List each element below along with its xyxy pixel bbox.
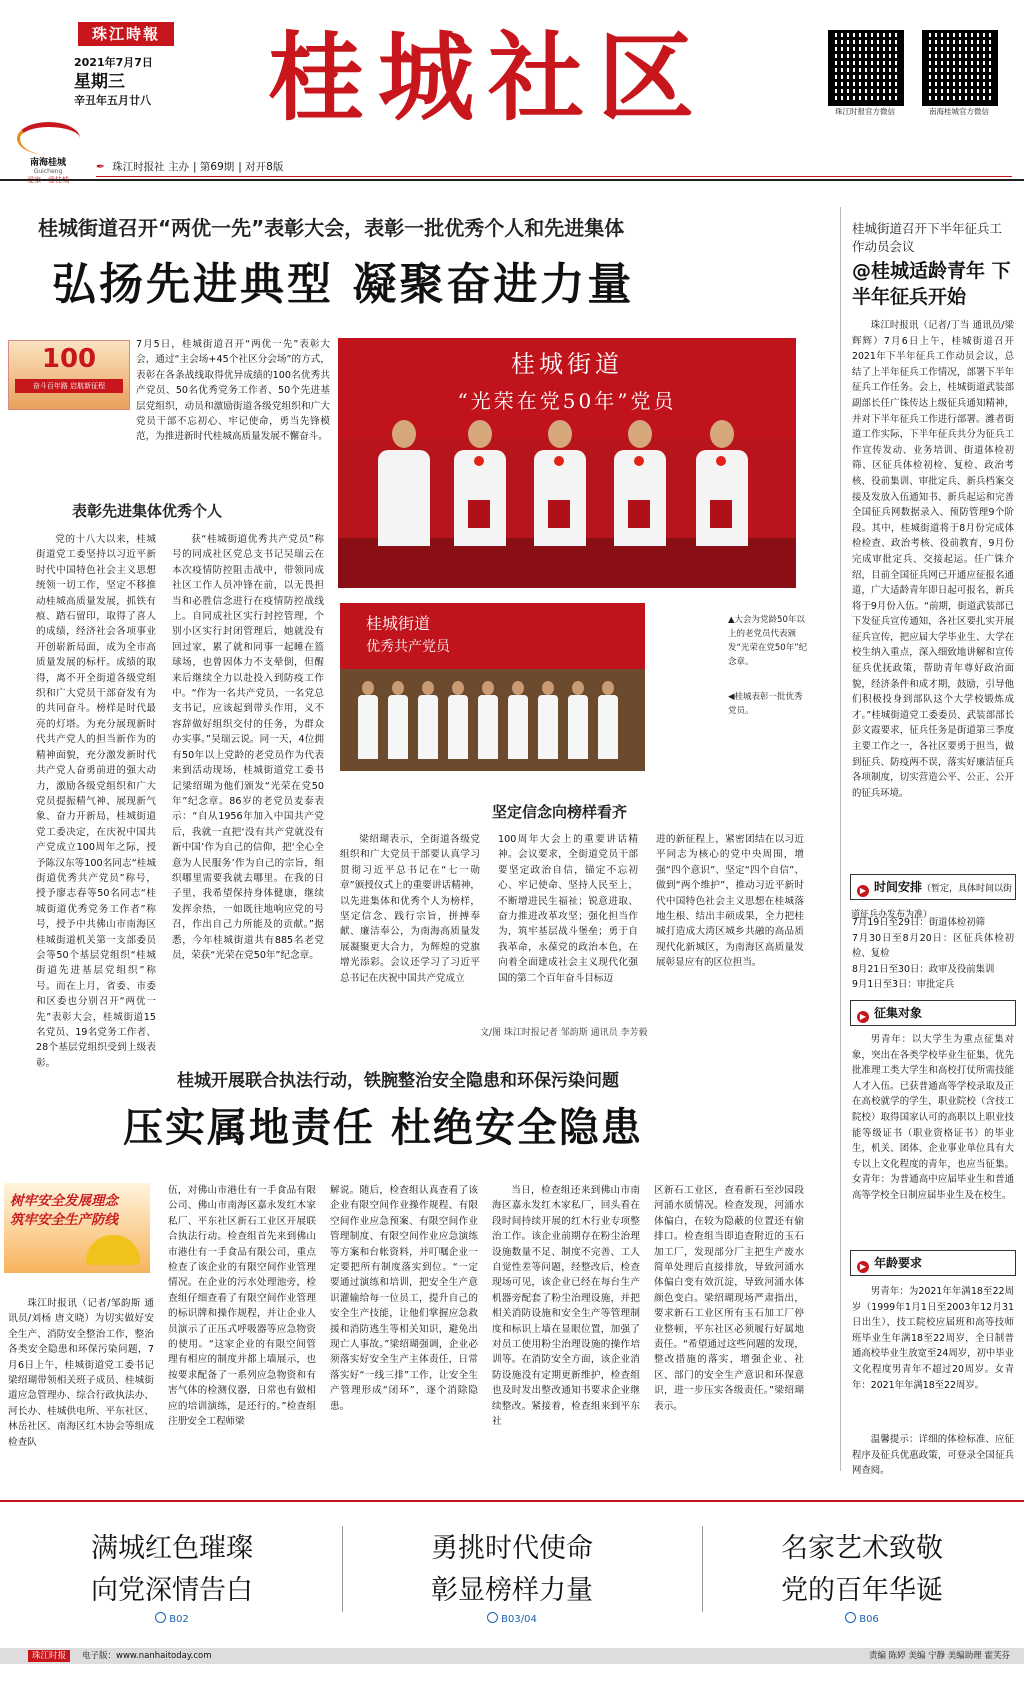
safety-slogan-image (4, 1183, 150, 1273)
paragraph: 男青年：为2021年年满18至22周岁（1999年1月1日至2003年12月31日出生），技工院校应届班和高等技师班毕业生年满18至22周岁，全日制普通高校毕业生放宽至24周岁，初中毕业文化程度男青年不超过20周岁。女青年：2021年年满18至22周岁。 (852, 1286, 1014, 1391)
hard-hat-icon (86, 1235, 140, 1265)
paragraph: 当日，检查组还来到佛山市南海区嘉永发红木家私厂，回头看在段时间持续开展的红木行业专项整治工作。该企业前期存在粉尘治理设施数量不足、制度不完善、工人自觉性差等问题，经整改后，检查现场可见，该企业已经在每台生产机器旁配套了粉尘治理设施，并把相关消防设施和安全生产等管理制度和标识上墙在显眼位置，加强了对员工使用粉尘治理设施的操作培训等。在消防安全方面，该企业消防设施没有定期更新维护，检查组也及时发出整改通知书要求企业继续整改。紧接着，检查组来到平东社 (492, 1185, 640, 1428)
divider (0, 179, 1024, 181)
qr-caption: 南海桂城官方微信 (929, 107, 989, 116)
schedule-item: 8月21日至30日：政审及役前集训 (852, 963, 995, 975)
story1-kicker: 桂城街道召开“两优一先”表彰大会，表彰一批优秀个人和先进集体 (38, 216, 625, 240)
story1-column-1 (36, 532, 156, 1069)
page-link-b06[interactable] (712, 1612, 1012, 1625)
story1-subhead-1: 表彰先进集体优秀个人 (72, 502, 223, 520)
targets-label (850, 1000, 1016, 1026)
footer-bar (0, 1648, 1024, 1664)
promo-line1: 勇挑时代使命 (431, 1533, 593, 1564)
badge-slogan: 奋斗百年路 启航新征程 (15, 379, 123, 393)
paragraph: 进的新征程上，紧密团结在以习近平同志为核心的党中央周围，增强“四个意识”、坚定“四个自信”、做到“两个维护”，推动习近平新时代中国特色社会主义思想在桂城落地生根、结出丰硕成果，全力把桂城打造成大湾区城乡共融的高品质现代化新城区，为南海区高质量发展彰显应有的区位担当。 (656, 834, 804, 969)
page-link-b03[interactable] (362, 1612, 662, 1625)
banner-line2: 优秀共产党员 (366, 639, 450, 655)
paragraph: 珠江时报讯（记者/丁当 通讯员/梁辉辉）7月6日上午，桂城街道召开2021年下半年征兵工作动员会议，总结了上半年征兵工作情况，部署下半年征兵工作任务。会上，桂城街道武装部副部长任广铢传达上级征兵通知精神，并对下半年征兵工作进行部署。潍者街道工作实际，下半年征兵共分为征兵工作宣传发动、业务培训、街道体检初筛、区征兵体检初检、复检、政治考核、役前集训、审批定兵、新兵档案交接及发放入伍通知书、新兵起运和完善全国征兵网数据录入、预防管理9个阶段。其中，桂城街道将于8月份完成体检检查、政治考核、役前教育，9月份完成审批定兵、交接起运。任广铢介绍，目前全国征兵网已开通应征报名通道，广大适龄青年即日起可报名，新兵将于9月份入伍。“前期，街道武装部已下发征兵宣传通知，各社区要扎实开展征兵宣传，把应届大学毕业生、大学在校生纳入重点，深入细致地讲解和宣传征兵优抚政策，帮助青年尊好政治面貌，经济条件和成才期，鼓励，引导他们积极投身到部队这个大学校锻炼成才。”桂城街道党工委委员、武装部部长彭文霞要求，征兵任务是街道第三季度主要工作之一，各社区要勇于担当，做到征兵、防疫两不误，落实好廉洁征兵各项制度，切实营造公平、公正、公开的征兵环境。 (852, 320, 1014, 799)
divider (0, 1500, 1024, 1502)
paragraph: 区新石工业区，查看新石至沙园段河涌水质情况。检查发现，河涌水体偏白，在较为隐蔽的位置还有偷排口。检查组当即追查附近的玉石加工厂，发现部分厂主把生产废水简单处理后直接排放，导致河涌水体偏白变有效沉淀，导致河涌水体颜色变白。梁绍瑚现场严肃指出，要求新石工业区所有玉石加工厂停业整顿，平东社区必须履行好属地责任。“希望通过这些问题的发现，整改措施的落实，增强企业、社区、部门的安全生产意识和环保意识，进一步压实各级责任。”梁绍瑚表示。 (654, 1185, 804, 1412)
paper-name-badge: 珠江時報 (78, 22, 174, 46)
weekday: 星期三 (74, 72, 125, 92)
person-figure (614, 420, 666, 570)
paragraph: 男青年：以大学生为重点征集对象，突出在各类学校毕业生征集，优先批准理工类大学生和高校打仗所需技能人才入伍。已获普通高等学校录取及正在高校就学的学生，职业院校（含技工院校）取得国家认可的高职以上职业技能等级证书（职业资格证书）的毕业生，机关、团体、企业事业单位具有大专以上文化程度的青年，也应当征集。女青年：为普通高中应届毕业生和普通高等学校全日制应届毕业生及在校生。 (852, 1034, 1014, 1201)
paragraph: 温馨提示：详细的体检标准、应征程序及征兵优惠政策，可登录全国征兵网查阅。 (852, 1434, 1014, 1477)
promo-line2: 向党深情告白 (91, 1575, 253, 1606)
qr-code-icon (922, 30, 998, 106)
badge-number: 100 (41, 344, 97, 374)
website-link[interactable]: 电子版：www.nanhaitoday.com (82, 1651, 212, 1661)
schedule-list (852, 915, 1014, 993)
issue-info-bar: ✒ 珠江时报社 主办 | 第69期 | 对开8版 (96, 158, 1012, 177)
story1-column-5 (656, 832, 804, 1008)
date: 2021年7月7日 (74, 56, 153, 69)
label-text: 时间安排 (874, 880, 923, 894)
staff-credits: 责编 陈婷 美编 宁静 美编助理 霍芙芬 (868, 1651, 1010, 1661)
story2-column-3 (330, 1183, 478, 1471)
logo-name: 南海桂城 (29, 158, 66, 168)
targets-text (852, 1032, 1014, 1256)
promo-line1: 满城红色璀璨 (91, 1533, 253, 1564)
lunar-date: 辛丑年五月廿八 (74, 94, 151, 107)
divider (342, 1526, 343, 1612)
label-text: 年龄要求 (874, 1256, 923, 1270)
paragraph: 伍，对佛山市港仕有一手食品有限公司、佛山市南海区嘉永发红木家私厂、平东社区新石工业区开展联合执法行动。检查组首先来到佛山市港仕有一手食品有限公司，重点检查了该企业的有限空间作业管理情况。在企业的污水处理池旁，检查组仔细查看了有限空间作业管理的标识牌和操作规程，并让企业人员演示了正压式呼吸器等应急物资的使用。“这家企业的有限空间管理有相应的制度并都上墙展示，也按要求配备了一系列应急物资和有害气体的检测仪器，日常也有做相应的培训演练，是还行的。”检查组注册安全工程师梁 (168, 1185, 316, 1428)
person-figure (454, 420, 506, 570)
person-figure (534, 420, 586, 570)
nav-promo-b06[interactable] (712, 1528, 1012, 1606)
story2-column-2 (168, 1183, 316, 1471)
schedule-item: 7月19日至29日：街道体检初筛 (852, 917, 985, 928)
photo2-caption: ◀桂城表彰一批优秀党员。 (728, 692, 803, 716)
edition-size: 对开8版 (245, 161, 284, 173)
photo-excellent-members (340, 603, 645, 771)
play-icon: ▶ (857, 885, 869, 897)
story2-column-4 (492, 1183, 640, 1471)
paragraph: 获“桂城街道优秀共产党员”称号的同成社区党总支书记吴瑞云在本次疫情防控阻击战中，带领同成社区工作人员冲锋在前，以无畏担当和必胜信念进行在疫情防控战线上。自同成社区实行封控管理，个别小区实行封闭管理后，她就没有回过家，累了就和同事一起睡在篮球场，也曾因体力不支晕倒，但醒来后继续全力以赴投入到防疫工作中。“作为一名共产党员，一名党总支书记，应该起到带头作用，义不容辞做好组织交付的任务，为群众办实事。”吴瑞云说。同一天，4位拥有50年以上党龄的老党员作为代表来到活动现场，桂城街道党工委书记梁绍瑚为他们颁发“光荣在党50年”纪念章。86岁的老党员麦泰表示：“自从1956年加入中国共产党后，我就一直把‘没有共产党就没有新中国’作为自己的信仰，把‘全心全意为人民服务’作为自己的宗旨，组织哪里需要我就去哪里。在我的日子里，我希望保持身体健康，继续发挥余热，一如既往地响应党的号召，作出自己力所能及的贡献。”据悉，今年桂城街道共有885名老党员，荣获“光荣在党50年”纪念章。 (172, 534, 324, 961)
nav-promo-b03[interactable] (362, 1528, 662, 1606)
person-figure (696, 420, 748, 570)
person-figure (378, 420, 430, 570)
nanhai-guicheng-logo (8, 122, 88, 174)
story2-column-1 (8, 1296, 154, 1472)
story1-byline: 文/图 珠江时报记者 邹韵斯 通讯员 李芳毅 (480, 1028, 648, 1038)
ribbon-icon (17, 122, 80, 155)
page-number: B02 (169, 1614, 189, 1625)
safety-slogan-1: 树牢安全发展理念 (10, 1193, 118, 1209)
paragraph: 党的十八大以来，桂城街道党工委坚持以习近平新时代中国特色社会主义思想统领一切工作，坚定不移推动桂城高质量发展，抓铁有痕、踏石留印，取得了喜人的成绩，经济社会各项事业开创崭新局面，成为全市高质量发展的标杆。成绩的取得，离不开全街道各级党组织和广大党员干部奋发有为的共同奋斗。榜样是时代最亮的灯塔。为充分展现新时代共产党人的担当新作为的精神面貌，充分激发新时代共产党人奋勇前进的强大动力，激励各级党组织和广大党员提振精气神、展现新气象、奋力开新局，桂城街道党工委决定，在庆祝中国共产党成立100周年之际，授予陈汉东等100名同志“桂城街道优秀共产党员”称号，授予廖志春等50名同志“桂城街道优秀党务工作者”称号，授予中共佛山市南海区桂城街道机关第一支部委员会等50个基层党组织“桂城街道先进基层党组织”称号。而在上月，省委、市委和区委也分别召开“两优一先”表彰大会，桂城街道15名党员、19名党务工作者、28个基层党组织受到上级表彰。 (36, 534, 156, 1069)
paragraph: 解说。随后，检查组认真查看了该企业有限空间作业操作规程、有限空间作业应急预案、有限空间作业管理制度、有限空间作业应急演练等方案和台帐资料，并叮嘱企业一定要把所有制度落实到位。“一定要通过演练和培训，把安全生产意识灌输给每一位员工，提升自己的安全生产技能，让他们掌握应急救援和消防逃生等相关知识，避免出现亡人事故。”梁绍瑚强调，企业必须落实好安全生产主体责任，日常落实好“一线三排”工作，让安全生产管理形成“闭环”，逐个消除隐患。 (330, 1185, 478, 1412)
qr-guicheng-wechat[interactable] (914, 30, 1004, 117)
paragraph: 梁绍瑚表示，全街道各级党组织和广大党员干部要认真学习贯彻习近平总书记在“七一勋章”颁授仪式上的重要讲话精神，以先进集体和优秀个人为榜样，坚定信念、践行宗旨，拼搏奉献、廉洁奉公，为南海高质量发展凝聚更大合力，为辉煌的党旗增光添彩。会议还学习了习近平总书记在庆祝中国共产党成立 (340, 834, 480, 984)
promo-line2: 党的百年华诞 (781, 1575, 943, 1606)
logo-pinyin: Guicheng (33, 168, 63, 175)
qr-zhujiang-wechat[interactable] (820, 30, 910, 117)
qr-code-icon (828, 30, 904, 106)
page-number: B06 (859, 1614, 879, 1625)
banner-line1: 桂城街道 (511, 350, 623, 378)
page-icon (487, 1612, 498, 1623)
paragraph: 100周年大会上的重要讲话精神。会议要求，全街道党员干部要坚定政治自信，锚定不忘初心、牢记使命、坚持人民至上，不断增进民生福祉；锐意进取、奋力推进改革攻坚；强化担当作为，筑牢基层战斗堡垒；勇于自我革命，永葆党的政治本色，在向着全面建成社会主义现代化强国的第二个百年奋斗目标迈 (498, 834, 638, 984)
date-block (74, 55, 153, 109)
promo-line1: 名家艺术致敬 (781, 1533, 943, 1564)
banner-line2: “光荣在党50年”党员 (457, 389, 677, 413)
story2-headline: 压实属地责任 杜绝安全隐患 (123, 1105, 643, 1151)
page-number: B03/04 (501, 1614, 537, 1625)
page-icon (845, 1612, 856, 1623)
promo-line2: 彰显榜样力量 (431, 1575, 593, 1606)
play-icon: ▶ (857, 1261, 869, 1273)
story1-column-4 (498, 832, 638, 1008)
nav-promo-b02[interactable] (22, 1528, 322, 1606)
publisher: 珠江时报社 主办 (112, 161, 189, 173)
story2-column-5 (654, 1183, 804, 1471)
banner-line1: 桂城街道 (366, 614, 431, 633)
page-title: 桂城社区 (268, 21, 708, 134)
schedule-label (850, 874, 1016, 920)
page-link-b02[interactable] (22, 1612, 322, 1625)
age-text (852, 1284, 1014, 1420)
story1-subhead-2: 坚定信念向榜样看齐 (492, 803, 628, 821)
label-note: （暂定，具体时间以街道征兵办发布为准） (851, 884, 1013, 920)
column-divider (840, 207, 841, 1471)
age-label (850, 1250, 1016, 1276)
story2-kicker: 桂城开展联合执法行动，铁腕整治安全隐患和环保污染问题 (177, 1071, 619, 1091)
story1-column-2 (172, 532, 324, 1036)
feather-icon: ✒ (96, 161, 105, 173)
lead-paragraph: 7月5日，桂城街道召开“两优一先”表彰大会，通过“主会场+45个社区分会场”的方式，表彰在各条战线取得优异成绩的100名优秀共产党员、50名优秀党务工作者、50个先进基层党组织，动员和激励街道各级党组织和广大党员干部不忘初心、牢记使命，勇当先锋模范，为推进新时代桂城高质量发展不懈奋斗。 (136, 339, 330, 443)
play-icon: ▶ (857, 1011, 869, 1023)
story1-lead (8, 337, 330, 467)
sidebar-kicker: 桂城街道召开下半年征兵工作动员会议 (852, 221, 1003, 254)
photo-honored-members (338, 338, 796, 588)
story1-headline: 弘扬先进典型 凝聚奋进力量 (52, 259, 635, 310)
footer-logo: 珠江时报 (28, 1650, 70, 1662)
page-icon (155, 1612, 166, 1623)
sidebar-headline: @桂城适龄青年 下半年征兵开始 (852, 260, 1011, 308)
photo1-caption: ▲大会为党龄50年以上的老党员代表颁发“光荣在党50年”纪念章。 (728, 615, 808, 667)
label-text: 征集对象 (874, 1006, 923, 1020)
schedule-item: 7月30日至8月20日：区征兵体检初检、复检 (852, 932, 1014, 960)
story1-column-3 (340, 832, 480, 1008)
sidebar-tip (852, 1432, 1014, 1476)
photo-banner (340, 603, 645, 669)
qr-caption: 珠江时报官方微信 (835, 107, 895, 116)
sidebar-body (852, 318, 1014, 864)
divider (702, 1526, 703, 1612)
issue-number: 第69期 (199, 161, 235, 173)
paragraph: 珠江时报讯（记者/邹韵斯 通讯员/刘杨 唐文晓）为切实做好安全生产、消防安全整治工作，整治各类安全隐患和环保污染问题，7月6日上午，桂城街道党工委书记梁绍瑚带领相关班子成员、桂城街道应急管理办、综合行政执法办、河长办、桂城供电所、平东社区、林岳社区、南海区红木协会等组成检查队 (8, 1298, 154, 1448)
safety-slogan-2: 筑牢安全生产防线 (10, 1212, 118, 1228)
schedule-item: 9月1日至3日：审批定兵 (852, 979, 955, 991)
